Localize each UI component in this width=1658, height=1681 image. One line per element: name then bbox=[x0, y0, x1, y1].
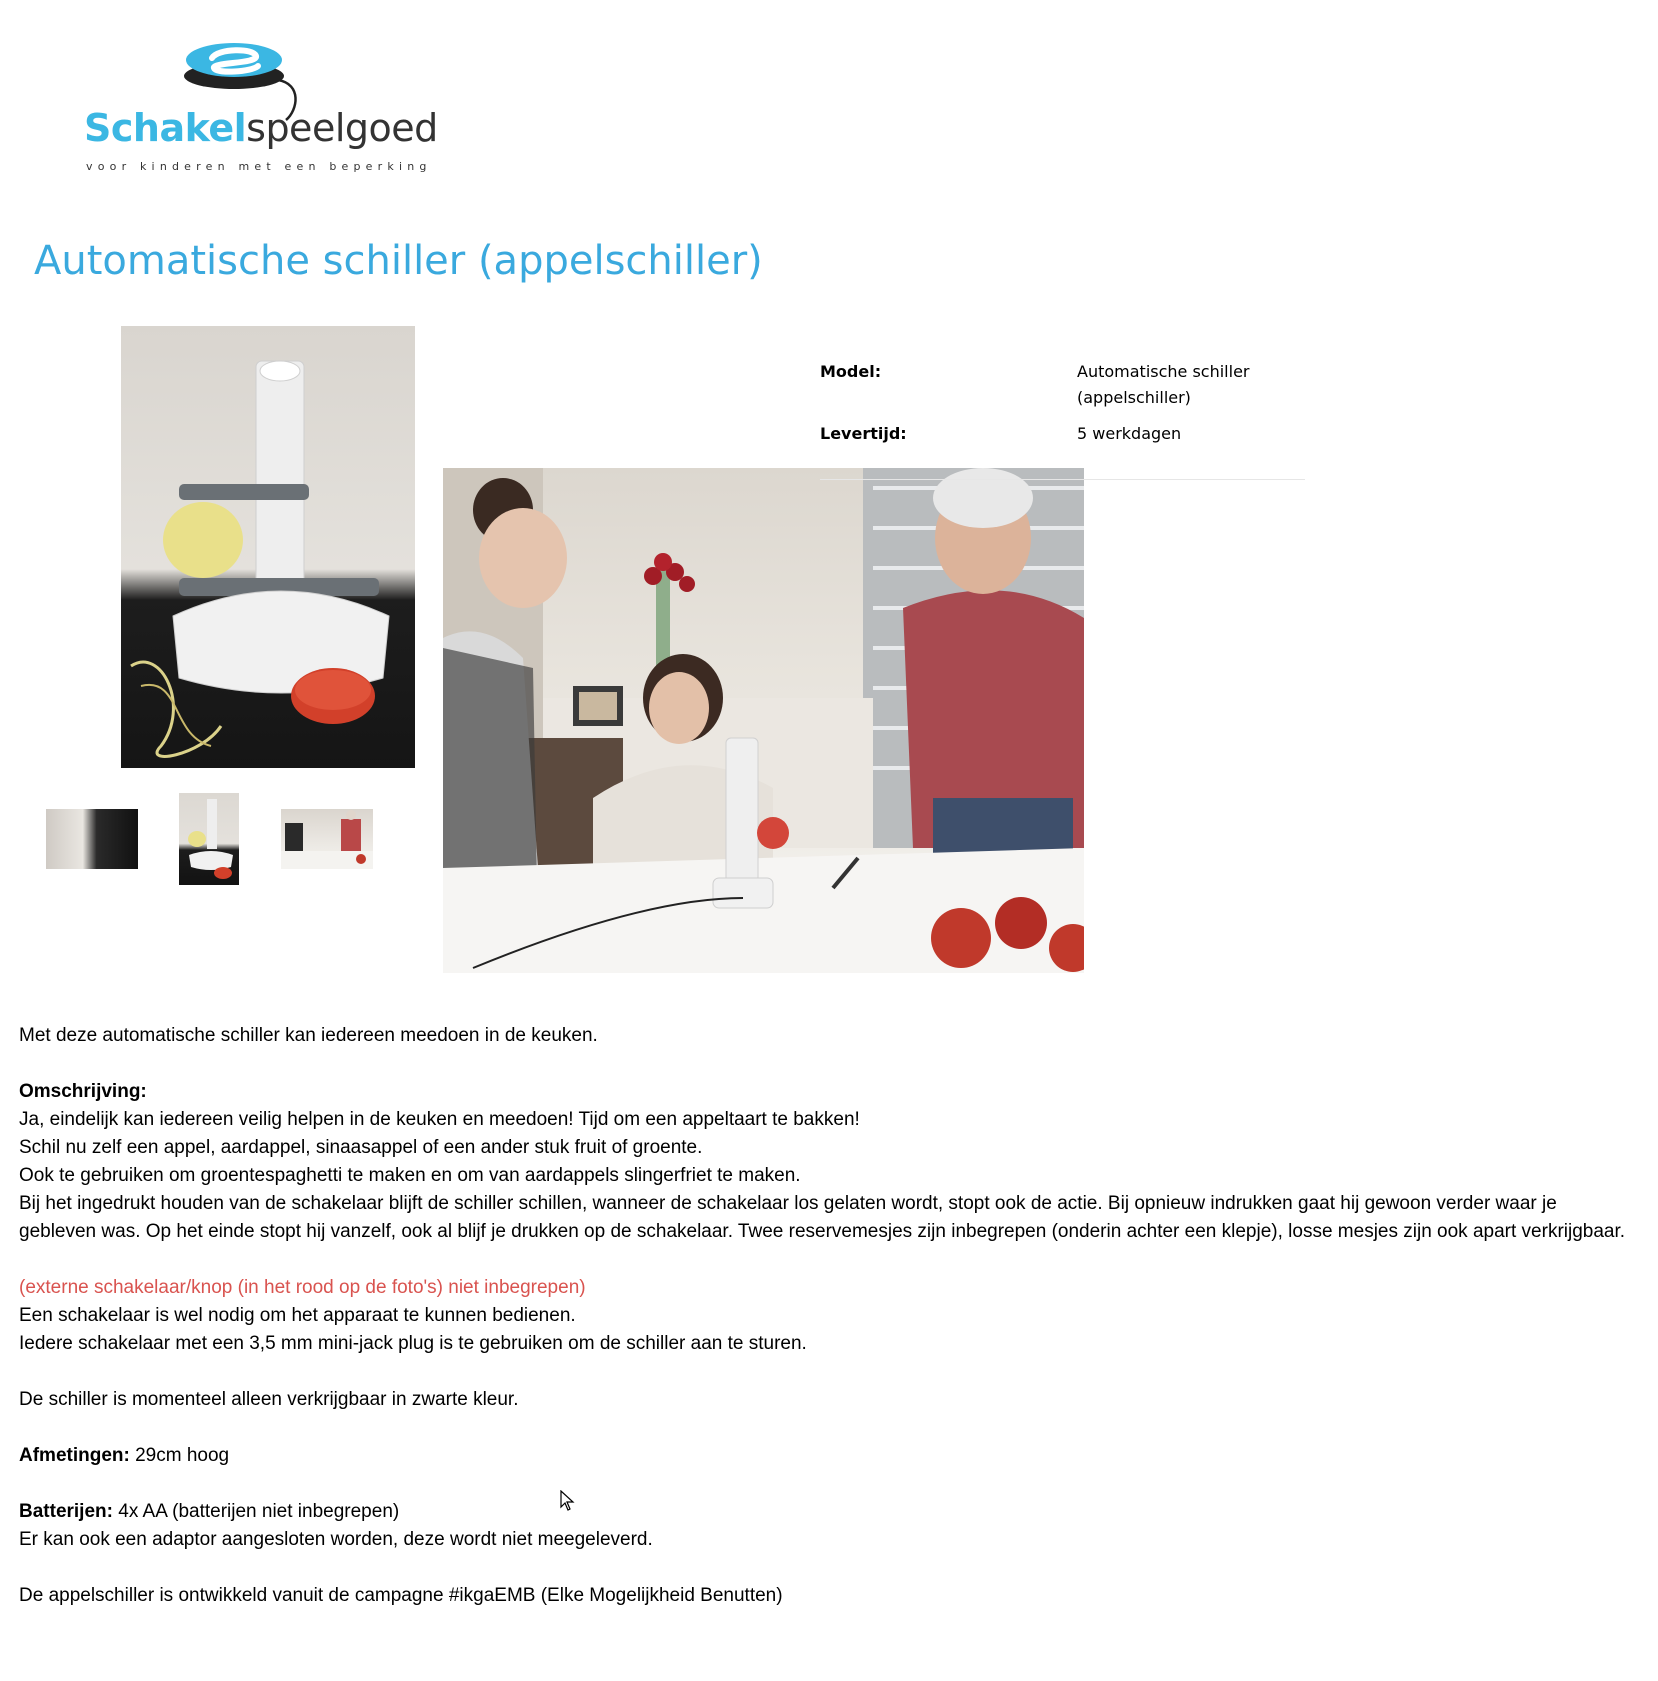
description-line: Ja, eindelijk kan iedereen veilig helpen in de keuken en meedoen! Tijd om een appeltaart te bakken! bbox=[19, 1109, 860, 1130]
omschrijving-label: Omschrijving: bbox=[19, 1081, 147, 1102]
kitchen-photo[interactable] bbox=[443, 468, 1084, 973]
switch-warning: (externe schakelaar/knop (in het rood op de foto's) niet inbegrepen) bbox=[19, 1277, 586, 1298]
batterijen-label: Batterijen: bbox=[19, 1501, 113, 1522]
apple-peeler-illustration bbox=[121, 326, 415, 768]
logo-name-part2: speelgoed bbox=[246, 106, 438, 150]
batteries bbox=[19, 1498, 1639, 1554]
thumbnail-1[interactable] bbox=[46, 809, 138, 869]
mouse-cursor-icon bbox=[560, 1490, 576, 1512]
spec-label: Model: bbox=[820, 362, 882, 381]
dimensions bbox=[19, 1442, 1639, 1470]
spec-label: Levertijd: bbox=[820, 424, 907, 443]
spec-value: 5 werkdagen bbox=[1077, 424, 1182, 443]
spec-value: Automatische schiller (appelschiller) bbox=[1077, 362, 1250, 407]
afmetingen-value: 29cm hoog bbox=[135, 1445, 230, 1466]
product-title: Automatische schiller (appelschiller) bbox=[34, 238, 763, 284]
color-note: De schiller is momenteel alleen verkrijgbaar in zwarte kleur. bbox=[19, 1389, 519, 1410]
thumbnail-2[interactable] bbox=[179, 793, 239, 885]
description-line: Ook te gebruiken om groentespaghetti te maken en om van aardappels slingerfriet te maken. bbox=[19, 1165, 801, 1186]
logo-name-part1: Schakel bbox=[84, 106, 247, 150]
switch-line: Een schakelaar is wel nodig om het apparaat te kunnen bedienen. bbox=[19, 1305, 576, 1326]
description-line: Bij het ingedrukt houden van de schakelaar blijft de schiller schillen, wanneer de schakelaar los gelaten wordt, stopt ook de actie. Bij opnieuw indrukken gaat hij gewoon verder waar je gebleven was. Op het einde stopt hij vanzelf, ook al blijf je drukken op de schakelaar. Twee reservemesjes zijn inbegrepen (onderin achter een klepje), losse mesjes zijn ook apart verkrijgbaar. bbox=[19, 1193, 1626, 1242]
logo-wordmark bbox=[84, 106, 438, 150]
description-omschrijving bbox=[19, 1078, 1639, 1246]
site-logo[interactable] bbox=[84, 38, 438, 178]
description-line: Schil nu zelf een appel, aardappel, sinaasappel of een ander stuk fruit of groente. bbox=[19, 1137, 703, 1158]
main-product-image[interactable] bbox=[121, 326, 415, 768]
adaptor-note: Er kan ook een adaptor aangesloten worden, deze wordt niet meegeleverd. bbox=[19, 1529, 653, 1550]
afmetingen-label: Afmetingen: bbox=[19, 1445, 130, 1466]
spec-row-model bbox=[820, 359, 1305, 411]
thumbnail-3[interactable] bbox=[281, 809, 373, 869]
thumbnail-peeler-illustration bbox=[179, 793, 239, 885]
product-description bbox=[19, 1022, 1639, 1638]
spec-row-levertijd bbox=[820, 421, 1305, 447]
logo-tagline: voor kinderen met een beperking bbox=[86, 160, 432, 173]
thumbnail-kitchen-illustration bbox=[281, 809, 373, 869]
description-intro: Met deze automatische schiller kan iedereen meedoen in de keuken. bbox=[19, 1025, 598, 1046]
campaign-note: De appelschiller is ontwikkeld vanuit de campagne #ikgaEMB (Elke Mogelijkheid Benutten) bbox=[19, 1585, 783, 1606]
description-switch bbox=[19, 1274, 1639, 1358]
kitchen-scene-illustration bbox=[443, 468, 1084, 973]
product-specs bbox=[820, 359, 1305, 480]
batterijen-value: 4x AA (batterijen niet inbegrepen) bbox=[118, 1501, 400, 1522]
switch-line: Iedere schakelaar met een 3,5 mm mini-jack plug is te gebruiken om de schiller aan te sturen. bbox=[19, 1333, 807, 1354]
